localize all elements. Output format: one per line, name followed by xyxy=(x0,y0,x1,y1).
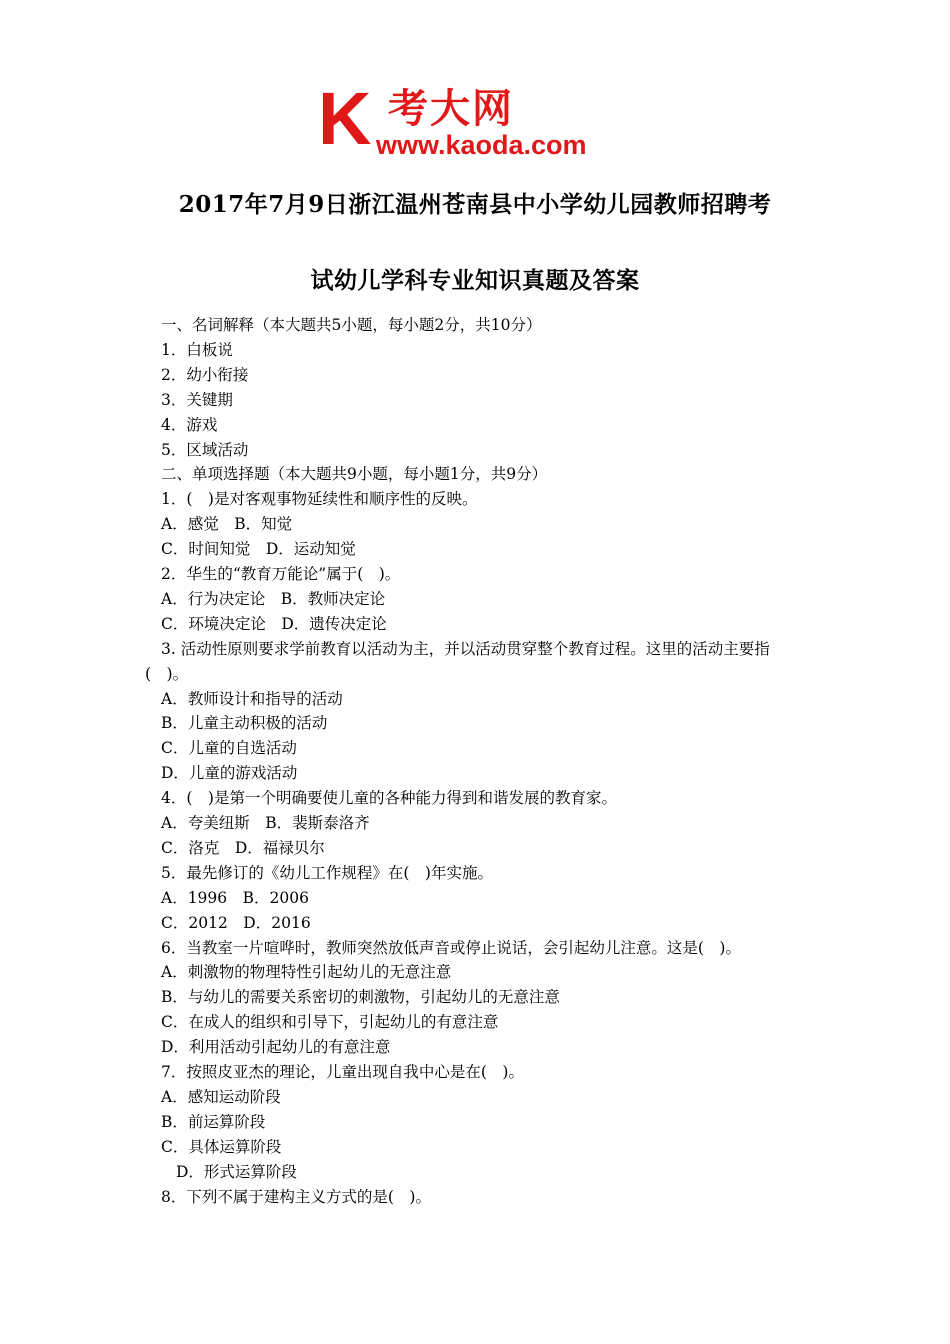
exam-line: 7．按照皮亚杰的理论，儿童出现自我中心是在( )。 xyxy=(161,1063,524,1081)
exam-line: A．教师设计和指导的活动 xyxy=(161,690,343,708)
exam-line: 4．( )是第一个明确要使儿童的各种能力得到和谐发展的教育家。 xyxy=(161,789,617,807)
exam-line: A．1996 B．2006 xyxy=(161,889,309,907)
exam-line: 1．( )是对客观事物延续性和顺序性的反映。 xyxy=(161,490,478,508)
exam-line: A．感知运动阶段 xyxy=(161,1088,281,1106)
exam-line: B．儿童主动积极的活动 xyxy=(161,714,328,732)
exam-line: 5．区域活动 xyxy=(161,441,249,459)
exam-line: C．环境决定论 D．遗传决定论 xyxy=(161,615,387,633)
exam-line: 3. 活动性原则要求学前教育以活动为主，并以活动贯穿整个教育过程。这里的活动主要指 xyxy=(161,640,770,658)
exam-line: A．行为决定论 B．教师决定论 xyxy=(161,590,386,608)
exam-line: A．感觉 B．知觉 xyxy=(161,515,293,533)
logo-brand-text: 考大网 xyxy=(388,86,514,132)
exam-line: 二、单项选择题（本大题共9小题，每小题1分，共9分） xyxy=(161,465,548,483)
exam-line: C．时间知觉 D．运动知觉 xyxy=(161,540,356,558)
exam-line: D．儿童的游戏活动 xyxy=(161,764,298,782)
kaoda-logo-graphic xyxy=(318,82,638,158)
exam-line: 5．最先修订的《幼儿工作规程》在( )年实施。 xyxy=(161,864,493,882)
exam-line: 6．当教室一片喧哗时，教师突然放低声音或停止说话，会引起幼儿注意。这是( )。 xyxy=(161,939,741,957)
exam-line: 2．幼小衔接 xyxy=(161,366,249,384)
kaoda-logo xyxy=(318,82,638,158)
exam-line: C．2012 D．2016 xyxy=(161,914,311,932)
document-title-line-1: 2017年7月9日浙江温州苍南县中小学幼儿园教师招聘考 xyxy=(178,191,772,218)
exam-line: A．夸美纽斯 B．裴斯泰洛齐 xyxy=(161,814,370,832)
exam-line: B．前运算阶段 xyxy=(161,1113,266,1131)
exam-line: C．洛克 D．福禄贝尔 xyxy=(161,839,325,857)
exam-line: C．儿童的自选活动 xyxy=(161,739,297,757)
exam-line: 2．华生的“教育万能论”属于( )。 xyxy=(161,565,401,583)
exam-line: 1．白板说 xyxy=(161,341,233,359)
exam-line: D．形式运算阶段 xyxy=(176,1163,297,1181)
logo-k-letter: K xyxy=(318,82,372,158)
exam-line: 4．游戏 xyxy=(161,416,218,434)
exam-line: 一、名词解释（本大题共5小题，每小题2分，共10分） xyxy=(161,316,542,334)
exam-line: B．与幼儿的需要关系密切的刺激物，引起幼儿的无意注意 xyxy=(161,988,560,1006)
exam-line: C．具体运算阶段 xyxy=(161,1138,282,1156)
exam-line: A．刺激物的物理特性引起幼儿的无意注意 xyxy=(161,963,452,981)
exam-line: ( )。 xyxy=(145,665,189,683)
document-title-line-2: 试幼儿学科专业知识真题及答案 xyxy=(310,267,640,294)
exam-line: 8．下列不属于建构主义方式的是( )。 xyxy=(161,1188,431,1206)
exam-line: D．利用活动引起幼儿的有意注意 xyxy=(161,1038,391,1056)
logo-url-text: www.kaoda.com xyxy=(376,130,587,158)
exam-line: C．在成人的组织和引导下，引起幼儿的有意注意 xyxy=(161,1013,499,1031)
exam-line: 3．关键期 xyxy=(161,391,233,409)
